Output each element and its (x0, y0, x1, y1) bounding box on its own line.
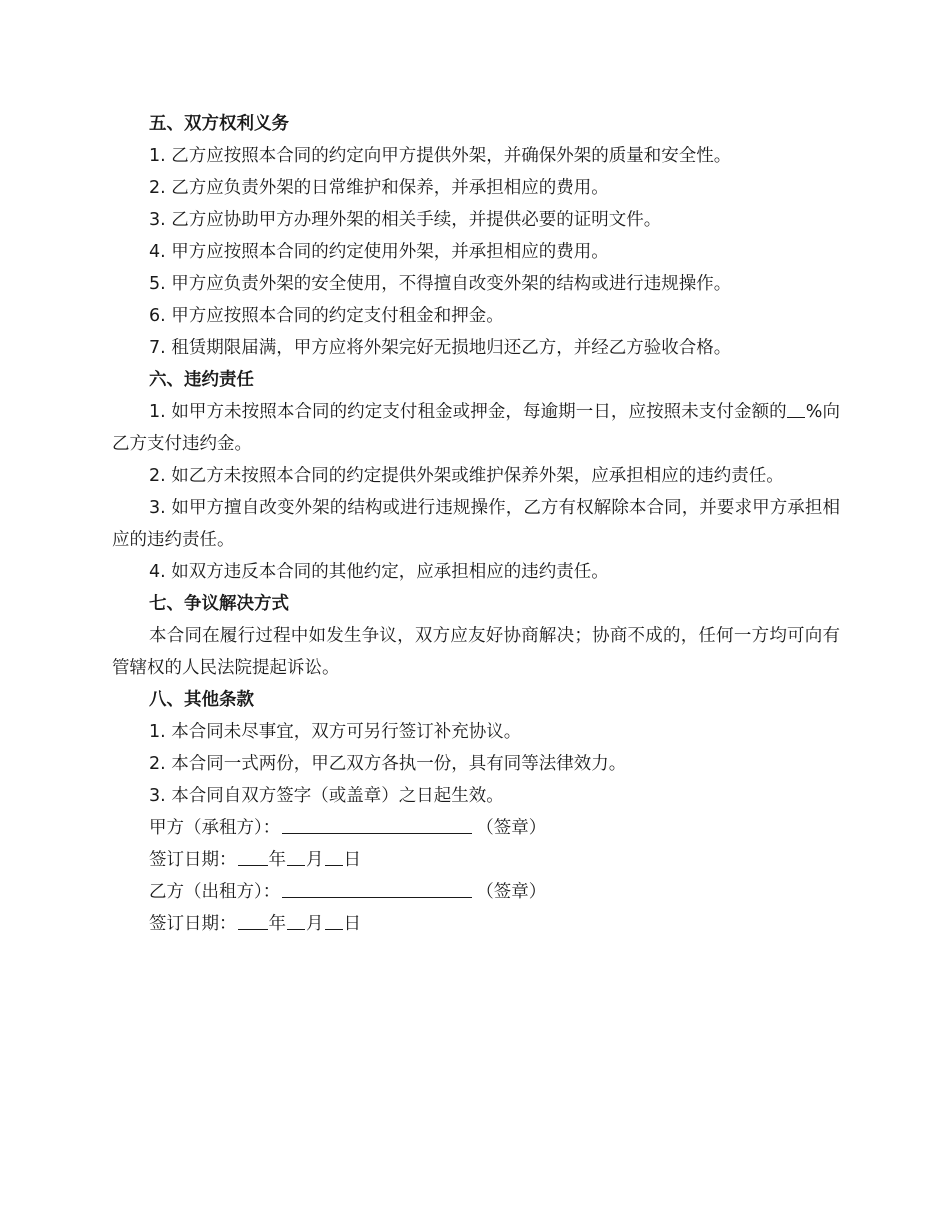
section-heading: 六、违约责任 (149, 370, 254, 390)
clause: 2. 本合同一式两份，甲乙双方各执一份，具有同等法律效力。 (149, 754, 627, 774)
clause: 1. 乙方应按照本合同的约定向甲方提供外架，并确保外架的质量和安全性。 (149, 146, 732, 166)
party-b-signature-blank (282, 879, 472, 898)
year-unit: 年 (268, 850, 286, 870)
party-a-signature-blank (282, 815, 472, 834)
day-blank (325, 911, 343, 930)
clause: 5. 甲方应负责外架的安全使用，不得擅自改变外架的结构或进行违规操作。 (149, 274, 732, 294)
clause: 4. 甲方应按照本合同的约定使用外架，并承担相应的费用。 (149, 242, 609, 262)
party-a-date-line (112, 844, 840, 876)
party-b-date-line (112, 908, 840, 940)
clause: 2. 乙方应负责外架的日常维护和保养，并承担相应的费用。 (149, 178, 609, 198)
section-heading: 七、争议解决方式 (149, 594, 289, 614)
dispute-paragraph: 本合同在履行过程中如发生争议，双方应友好协商解决；协商不成的，任何一方均可向有管辖权的人民法院提起诉讼。 (112, 626, 840, 678)
contract-body (112, 108, 840, 940)
year-blank (238, 847, 268, 866)
year-unit: 年 (268, 914, 286, 934)
party-b-label: 乙方（出租方）： (149, 882, 281, 902)
clause: 3. 本合同自双方签字（或盖章）之日起生效。 (149, 786, 504, 806)
clause (112, 396, 840, 460)
date-label: 签订日期： (149, 914, 237, 934)
party-a-signature-line (112, 812, 840, 844)
section-heading: 五、双方权利义务 (149, 114, 289, 134)
clause: 1. 本合同未尽事宜，双方可另行签订补充协议。 (149, 722, 522, 742)
clause-text-part2: %向乙方支付违约金。 (112, 402, 840, 454)
percentage-blank (787, 399, 805, 418)
clause: 6. 甲方应按照本合同的约定支付租金和押金。 (149, 306, 504, 326)
month-blank (287, 847, 305, 866)
signature-block (112, 812, 840, 940)
clause: 4. 如双方违反本合同的其他约定，应承担相应的违约责任。 (149, 562, 609, 582)
clause: 3. 乙方应协助甲方办理外架的相关手续，并提供必要的证明文件。 (149, 210, 662, 230)
section-other-terms (112, 684, 840, 812)
clause: 7. 租赁期限届满，甲方应将外架完好无损地归还乙方，并经乙方验收合格。 (149, 338, 732, 358)
clause: 3. 如甲方擅自改变外架的结构或进行违规操作，乙方有权解除本合同，并要求甲方承担相应的违约责任。 (112, 498, 840, 550)
day-unit: 日 (343, 914, 361, 934)
party-a-label: 甲方（承租方）： (149, 818, 281, 838)
month-unit: 月 (306, 850, 324, 870)
party-b-seal-note: （签章） (476, 882, 547, 902)
clause: 2. 如乙方未按照本合同的约定提供外架或维护保养外架，应承担相应的违约责任。 (149, 466, 784, 486)
party-a-seal-note: （签章） (476, 818, 547, 838)
day-unit: 日 (343, 850, 361, 870)
section-dispute-resolution (112, 588, 840, 684)
year-blank (238, 911, 268, 930)
party-b-signature-line (112, 876, 840, 908)
date-label: 签订日期： (149, 850, 237, 870)
month-unit: 月 (306, 914, 324, 934)
section-breach-liability (112, 364, 840, 588)
clause-text-part1: 1. 如甲方未按照本合同的约定支付租金或押金，每逾期一日，应按照未支付金额的 (149, 402, 787, 422)
section-rights-obligations (112, 108, 840, 364)
section-heading: 八、其他条款 (149, 690, 254, 710)
month-blank (287, 911, 305, 930)
day-blank (325, 847, 343, 866)
